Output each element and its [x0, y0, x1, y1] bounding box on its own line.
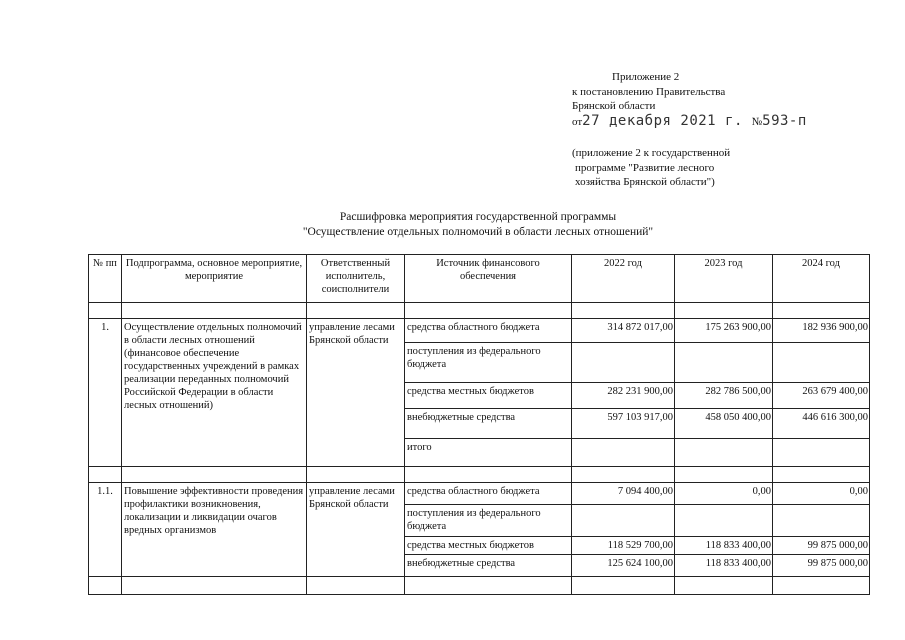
value-2023 [675, 439, 773, 467]
value-2023: 118 833 400,00 [675, 555, 773, 577]
number-sign: № [751, 115, 763, 128]
header-2022: 2022 год [572, 255, 675, 303]
appendix-decree: к постановлению Правительства [572, 85, 726, 98]
value-2023 [675, 343, 773, 383]
header-source: Источник финансового обеспечения [405, 255, 572, 303]
header-row [89, 255, 870, 303]
value-2024: 263 679 400,00 [773, 383, 870, 409]
financing-table [88, 254, 870, 595]
handwritten-number: 593-п [762, 112, 807, 129]
value-2024: 99 875 000,00 [773, 537, 870, 555]
note-line-3: хозяйства Брянской области") [575, 176, 715, 188]
responsible-executor: управление лесами Брянской области [307, 483, 405, 577]
funding-source: средства местных бюджетов [405, 383, 572, 409]
value-2022: 282 231 900,00 [572, 383, 675, 409]
program-name: Повышение эффективности проведения профилактики возникновения, локализации и ликвидации очагов вредных организмов [122, 483, 307, 577]
appendix-region: Брянской области [572, 100, 656, 112]
appendix-title: Приложение 2 [612, 71, 680, 83]
funding-source: поступления из федерального бюджета [405, 343, 572, 383]
value-2024: 446 616 300,00 [773, 409, 870, 439]
table-row [89, 319, 870, 343]
spacer-row [89, 577, 870, 595]
value-2023: 175 263 900,00 [675, 319, 773, 343]
funding-source: внебюджетные средства [405, 555, 572, 577]
appendix-date-line [572, 114, 807, 130]
title-line-2: "Осуществление отдельных полномочий в области лесных отношений" [302, 226, 654, 238]
value-2022: 125 624 100,00 [572, 555, 675, 577]
value-2023 [675, 505, 773, 537]
value-2022 [572, 343, 675, 383]
handwritten-date: 27 декабря 2021 г. [582, 112, 743, 129]
title-line-1: Расшифровка мероприятия государственной программы [339, 211, 617, 223]
appendix-block [572, 70, 807, 129]
value-2024: 182 936 900,00 [773, 319, 870, 343]
value-2024 [773, 505, 870, 537]
value-2022: 7 094 400,00 [572, 483, 675, 505]
header-2023: 2023 год [675, 255, 773, 303]
value-2022 [572, 505, 675, 537]
funding-source: средства областного бюджета [405, 483, 572, 505]
value-2023: 458 050 400,00 [675, 409, 773, 439]
value-2023: 282 786 500,00 [675, 383, 773, 409]
funding-source: поступления из федерального бюджета [405, 505, 572, 537]
header-num: № пп [89, 255, 122, 303]
value-2022: 118 529 700,00 [572, 537, 675, 555]
program-note [572, 146, 730, 190]
spacer-row [89, 467, 870, 483]
value-2023: 118 833 400,00 [675, 537, 773, 555]
value-2024: 0,00 [773, 483, 870, 505]
row-number: 1.1. [89, 483, 122, 577]
date-prefix: от [572, 115, 583, 128]
header-responsible: Ответственный исполнитель, соисполнители [307, 255, 405, 303]
spacer-row [89, 303, 870, 319]
value-2022 [572, 439, 675, 467]
note-line-1: (приложение 2 к государственной [572, 147, 731, 159]
funding-source: средства местных бюджетов [405, 537, 572, 555]
funding-source: средства областного бюджета [405, 319, 572, 343]
value-2022: 597 103 917,00 [572, 409, 675, 439]
value-2023: 0,00 [675, 483, 773, 505]
program-name: Осуществление отдельных полномочий в области лесных отношений (финансовое обеспечение государственных учреждений в рамках реализации переданных полномочий Российской Федерации в области лесных отношений) [122, 319, 307, 467]
value-2024: 99 875 000,00 [773, 555, 870, 577]
header-program: Подпрограмма, основное мероприятие, мероприятие [122, 255, 307, 303]
table-row [89, 483, 870, 505]
value-2024 [773, 439, 870, 467]
row-number: 1. [89, 319, 122, 467]
funding-source: внебюджетные средства [405, 409, 572, 439]
value-2022: 314 872 017,00 [572, 319, 675, 343]
note-line-2: программе "Развитие лесного [575, 161, 715, 174]
responsible-executor: управление лесами Брянской области [307, 319, 405, 467]
document-title [88, 210, 868, 240]
header-2024: 2024 год [773, 255, 870, 303]
funding-source: итого [405, 439, 572, 467]
value-2024 [773, 343, 870, 383]
